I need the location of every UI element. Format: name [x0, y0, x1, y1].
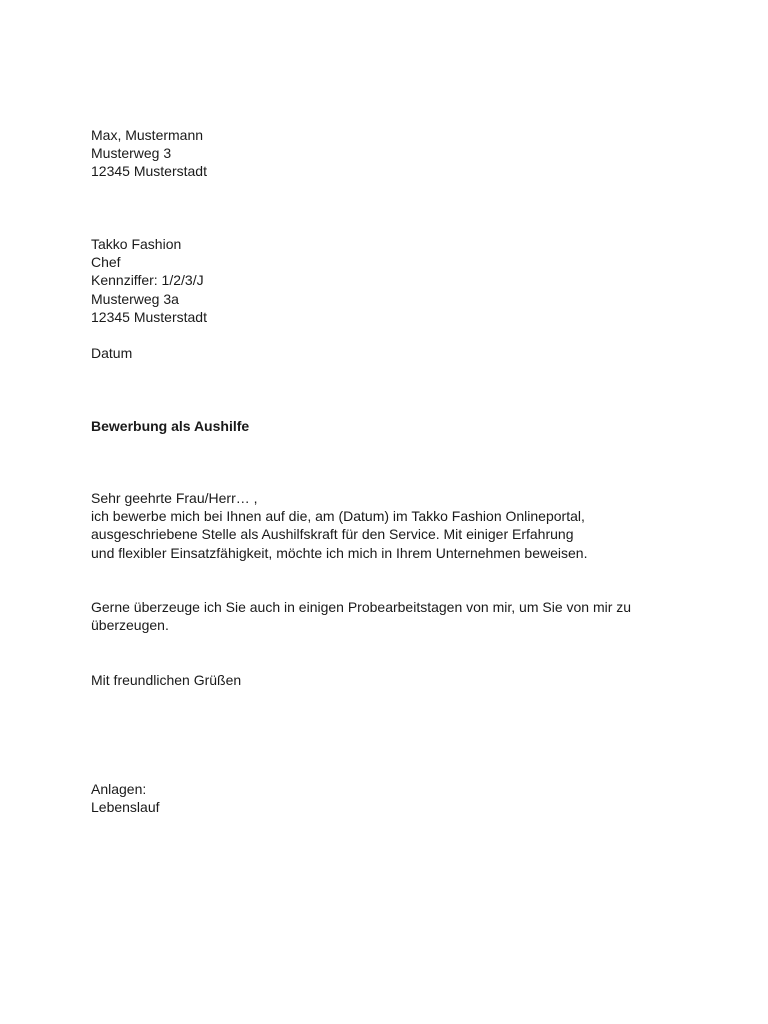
recipient-reference: Kennziffer: 1/2/3/J: [91, 272, 204, 289]
sender-name: Max, Mustermann: [91, 127, 204, 143]
recipient-company: Takko Fashion: [91, 236, 182, 252]
sender-address: [91, 126, 691, 181]
letter-closing: [91, 671, 691, 689]
recipient-city: 12345 Musterstadt: [91, 308, 207, 325]
body-line: überzeugen.: [91, 617, 169, 634]
recipient-address: [91, 235, 691, 326]
attachment-item: Lebenslauf: [91, 799, 160, 816]
body-line: Sehr geehrte Frau/Herr… ,: [91, 490, 258, 506]
sender-city: 12345 Musterstadt: [91, 163, 207, 180]
attachments-section: [91, 780, 691, 816]
recipient-contact: Chef: [91, 254, 121, 271]
body-line: Gerne überzeuge ich Sie auch in einigen Probearbeitstagen von mir, um Sie von mir zu: [91, 599, 632, 615]
closing-text: Mit freundlichen Grüßen: [91, 672, 242, 688]
body-paragraph-2: [91, 598, 691, 634]
body-line: ich bewerbe mich bei Ihnen auf die, am (Datum) im Takko Fashion Onlineportal,: [91, 508, 585, 525]
sender-street: Musterweg 3: [91, 145, 172, 162]
letter-date: [91, 344, 691, 362]
body-paragraph-1: [91, 489, 691, 562]
recipient-street: Musterweg 3a: [91, 290, 179, 307]
subject-text: Bewerbung als Aushilfe: [91, 418, 250, 434]
body-line: ausgeschriebene Stelle als Aushilfskraft für den Service. Mit einiger Erfahrung: [91, 526, 574, 543]
date-text: Datum: [91, 345, 133, 361]
body-line: und flexibler Einsatzfähigkeit, möchte ich mich in Ihrem Unternehmen beweisen.: [91, 544, 588, 561]
letter-subject: [91, 417, 691, 435]
attachments-label: Anlagen:: [91, 781, 147, 797]
